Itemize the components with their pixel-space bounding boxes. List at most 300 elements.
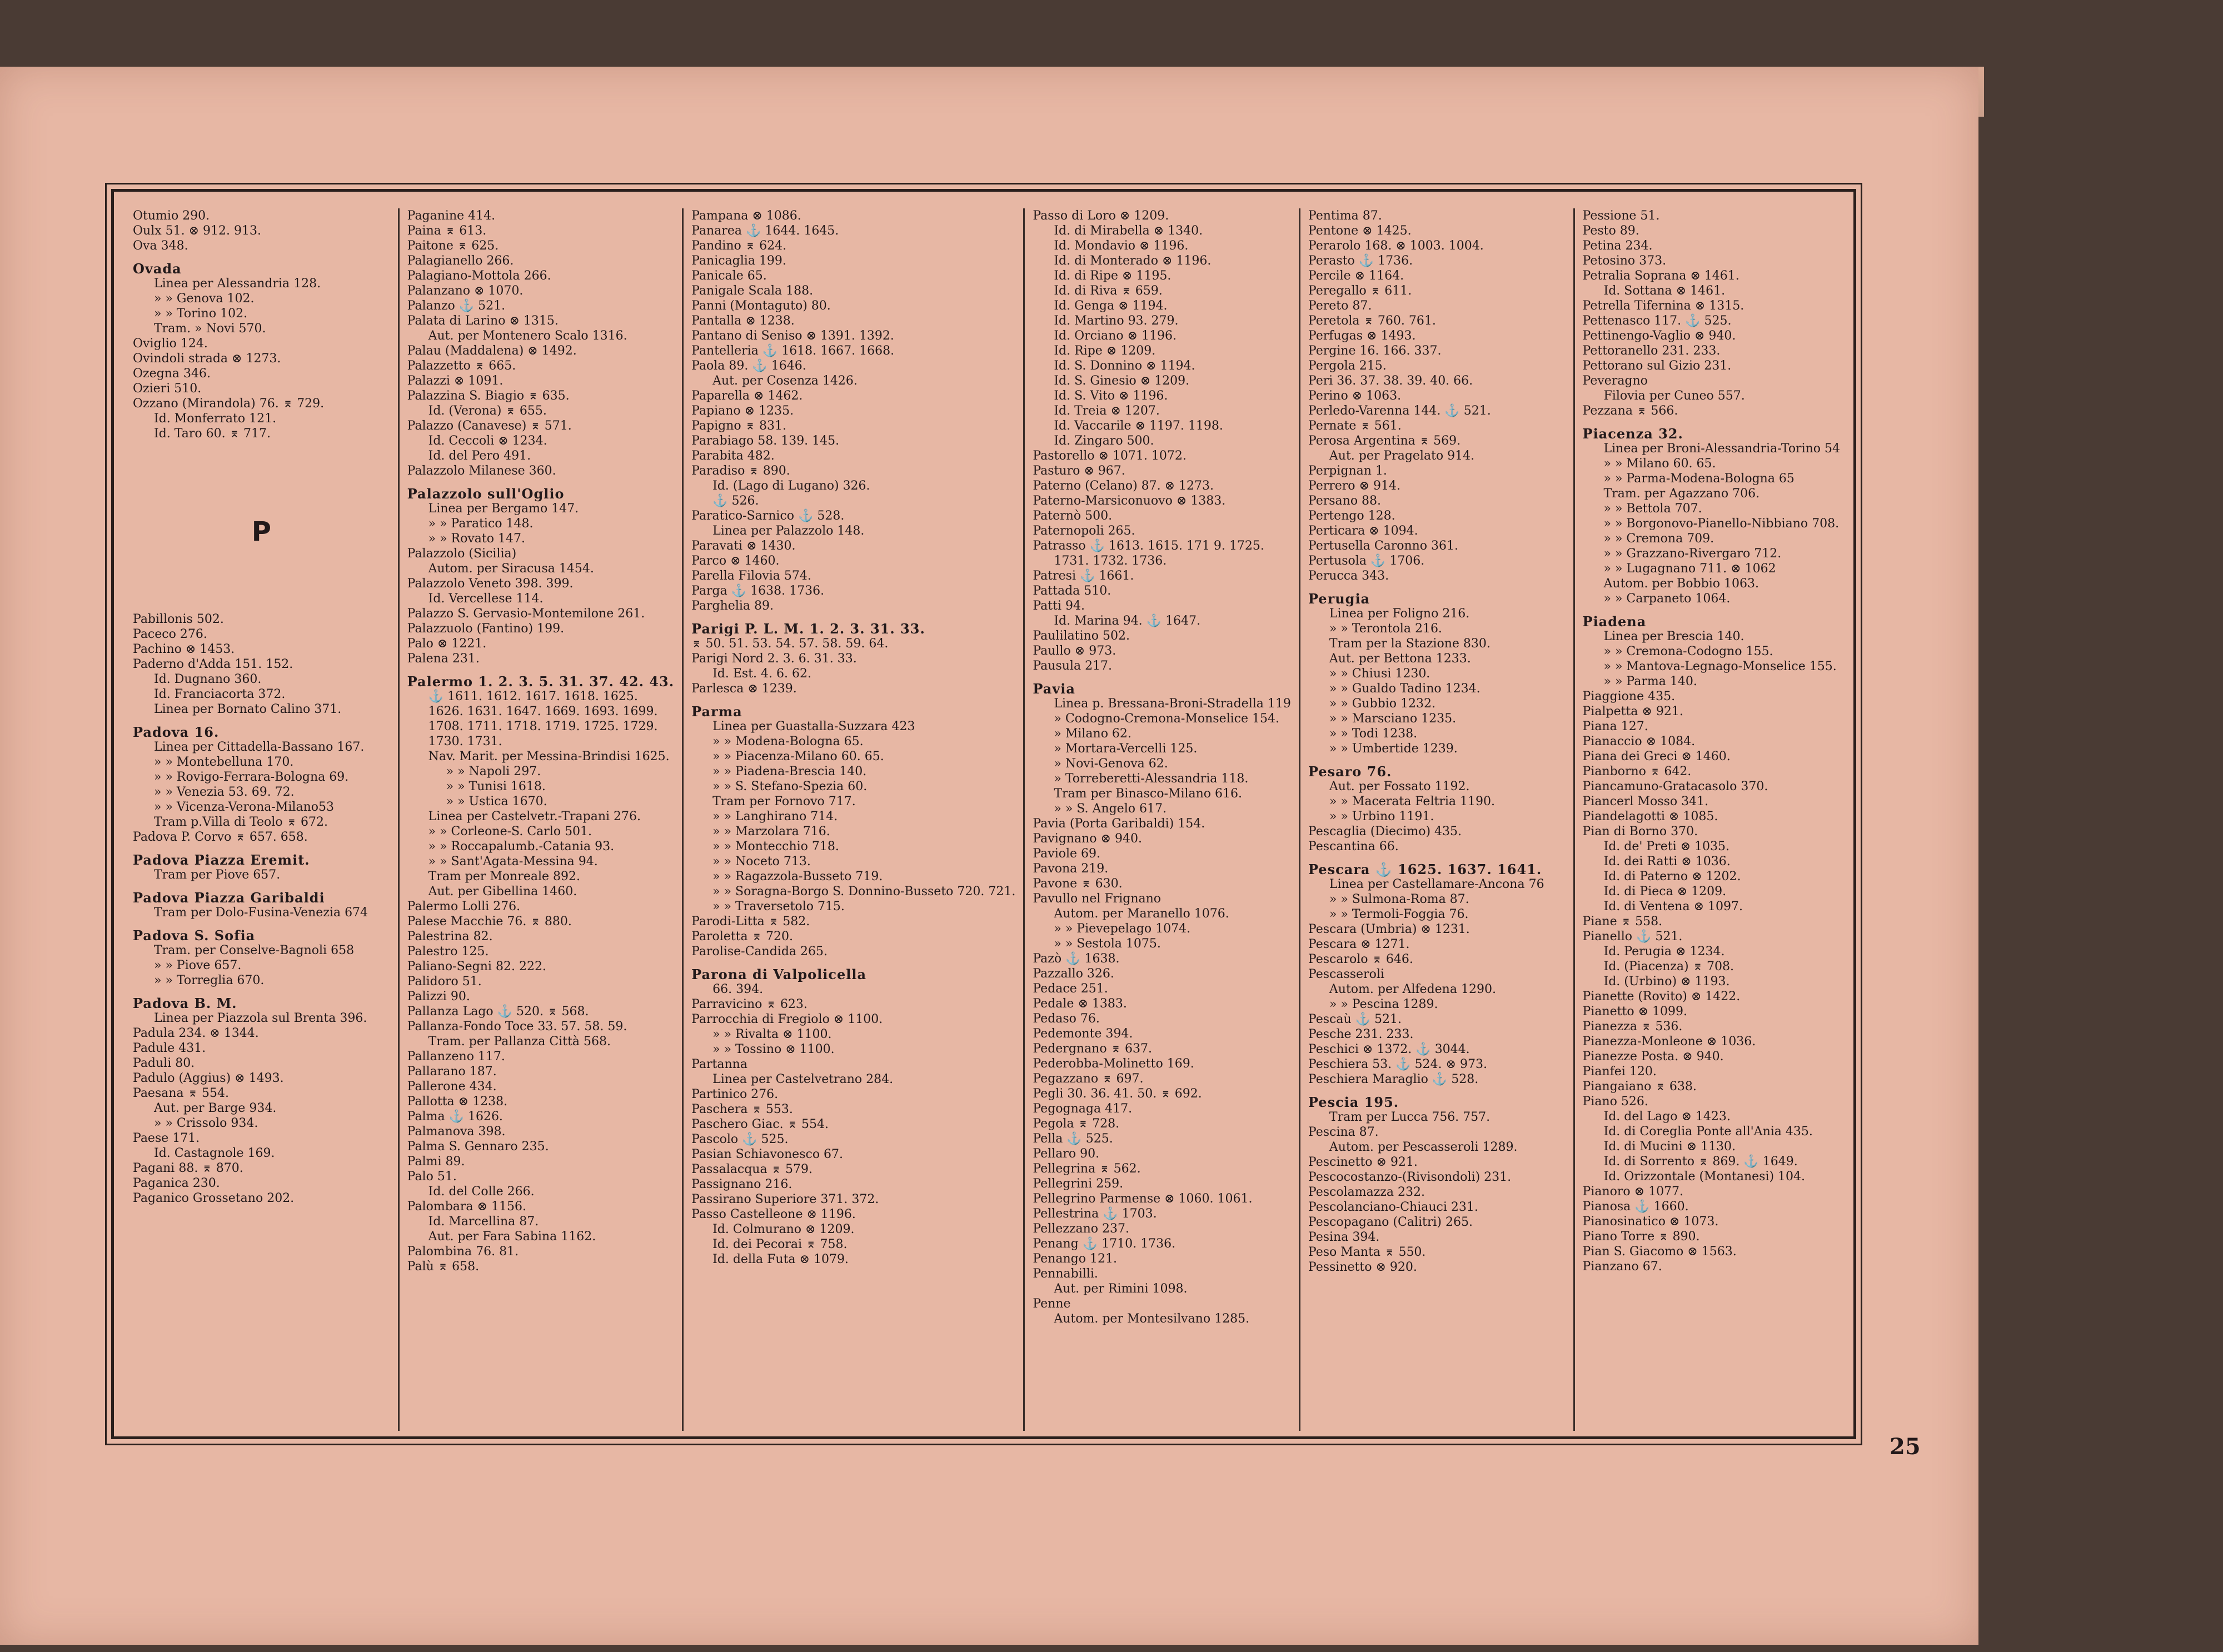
index-entry: Id. Marina 94. ⚓ 1647. [1054, 614, 1200, 628]
index-entry: Pagani 88. ⌆ 870. [133, 1161, 243, 1175]
index-entry: Paternopoli 265. [1033, 524, 1135, 538]
index-entry: Pennabilli. [1033, 1267, 1098, 1281]
index-entry: Paulilatino 502. [1033, 629, 1130, 643]
index-entry: Id. di Ripe ⊗ 1195. [1054, 269, 1172, 283]
index-entry: Pellegrini 259. [1033, 1177, 1124, 1191]
index-entry: Palazzo S. Gervasio-Montemilone 261. [407, 607, 645, 621]
index-entry: » Novi-Genova 62. [1054, 757, 1168, 771]
index-entry: Id. Ripe ⊗ 1209. [1054, 344, 1156, 358]
index-column-5 [1300, 208, 1575, 1431]
index-entry: Palo 51. [407, 1170, 457, 1184]
index-entry: Piano 526. [1582, 1095, 1648, 1109]
index-entry: Patti 94. [1033, 599, 1085, 613]
index-entry: Palù ⌆ 658. [407, 1260, 480, 1274]
index-entry: Paola 89. ⚓ 1646. [691, 359, 806, 373]
index-entry: Parolise-Candida 265. [691, 945, 828, 959]
index-entry: Pettoranello 231. 233. [1582, 344, 1721, 358]
index-entry: » » S. Stefano-Spezia 60. [712, 780, 868, 793]
index-entry: Panni (Montaguto) 80. [691, 299, 831, 313]
index-entry: » » Napoli 297. [446, 765, 541, 778]
index-entry: Pampana ⊗ 1086. [691, 209, 801, 223]
index-entry: Partinico 276. [691, 1087, 779, 1101]
index-entry: Id. S. Vito ⊗ 1196. [1054, 389, 1168, 403]
index-entry: Ova 348. [133, 239, 188, 253]
index-entry: Id. Treia ⊗ 1207. [1054, 404, 1160, 418]
index-entry: » » Torino 102. [154, 307, 248, 321]
index-entry: Paese 171. [133, 1131, 200, 1145]
index-entry: Pallanza Lago ⚓ 520. ⌆ 568. [407, 1005, 589, 1019]
index-entry: Patresi ⚓ 1661. [1033, 569, 1134, 583]
index-entry: » » Lugagnano 711. ⊗ 1062 [1603, 562, 1776, 576]
index-entry: Pantelleria ⚓ 1618. 1667. 1668. [691, 344, 895, 358]
index-entry: Id. di Sorrento ⌆ 869. ⚓ 1649. [1603, 1155, 1798, 1169]
index-entry: Peso Manta ⌆ 550. [1308, 1245, 1426, 1259]
index-entry: » » Paratico 148. [428, 517, 534, 531]
index-column-6 [1575, 208, 1848, 1431]
index-entry: » » Traversetolo 715. [712, 900, 845, 914]
index-entry: » » Ustica 1670. [446, 795, 547, 808]
index-entry: Pianosa ⚓ 1660. [1582, 1200, 1689, 1214]
index-entry: Id. Taro 60. ⌆ 717. [154, 427, 271, 441]
index-entry: Petosino 373. [1582, 254, 1667, 268]
index-entry: Id. di Riva ⌆ 659. [1054, 284, 1163, 298]
index-entry: Paternò 500. [1033, 509, 1113, 523]
index-heading: Ovada [133, 261, 182, 277]
index-entry: Pavignano ⊗ 940. [1033, 832, 1142, 846]
index-entry: Id. Castagnole 169. [154, 1146, 275, 1160]
index-entry: Pescaglia (Diecimo) 435. [1308, 825, 1462, 839]
index-entry: Id. S. Donnino ⊗ 1194. [1054, 359, 1195, 373]
index-entry: Pantalla ⊗ 1238. [691, 314, 795, 328]
index-entry: Id. Marcellina 87. [428, 1215, 539, 1229]
index-entry: Id. del Pero 491. [428, 449, 531, 463]
index-entry: Papiano ⊗ 1235. [691, 404, 794, 418]
index-entry: Palazzi ⊗ 1091. [407, 374, 504, 388]
index-entry: Paterno (Celano) 87. ⊗ 1273. [1033, 479, 1214, 493]
index-entry: Perucca 343. [1308, 569, 1389, 583]
index-entry: » » Langhirano 714. [712, 810, 838, 823]
index-entry: Palo ⊗ 1221. [407, 637, 487, 651]
index-entry: Id. (Piacenza) ⌆ 708. [1603, 960, 1734, 974]
index-entry: » » Grazzano-Rivergaro 712. [1603, 547, 1782, 561]
index-entry: Percile ⊗ 1164. [1308, 269, 1404, 283]
index-entry: Id. della Futa ⊗ 1079. [712, 1252, 849, 1266]
index-entry: ⚓ 526. [712, 494, 759, 508]
index-entry: Perarolo 168. ⊗ 1003. 1004. [1308, 239, 1484, 253]
index-entry: Paschero Giac. ⌆ 554. [691, 1117, 829, 1131]
index-entry: Padula 234. ⊗ 1344. [133, 1026, 259, 1040]
index-entry: Palazzo (Canavese) ⌆ 571. [407, 419, 572, 433]
index-entry: Id. del Lago ⊗ 1423. [1603, 1110, 1731, 1124]
index-entry: » » Torreglia 670. [154, 974, 265, 987]
index-entry: Paceco 276. [133, 627, 207, 641]
index-entry: Id. Monferrato 121. [154, 412, 277, 426]
index-entry: » » Tossino ⊗ 1100. [712, 1042, 835, 1056]
index-entry: Pederobba-Molinetto 169. [1033, 1057, 1194, 1071]
index-entry: Otumio 290. [133, 209, 210, 223]
index-entry: Palagiano-Mottola 266. [407, 269, 551, 283]
index-entry: » » Chiusi 1230. [1329, 667, 1431, 681]
index-entry: » » Sant'Agata-Messina 94. [428, 855, 598, 869]
index-entry: Linea per Bergamo 147. [428, 502, 579, 516]
index-entry: Id. di Coreglia Ponte all'Ania 435. [1603, 1125, 1813, 1139]
index-entry: Peschici ⊗ 1372. ⚓ 3044. [1308, 1042, 1470, 1056]
index-entry: Aut. per Rimini 1098. [1054, 1282, 1188, 1296]
index-entry: » » Parma 140. [1603, 675, 1697, 688]
index-entry: » » Mantova-Legnago-Monselice 155. [1603, 660, 1837, 673]
index-entry: Paradiso ⌆ 890. [691, 464, 790, 478]
index-entry: Palanzano ⊗ 1070. [407, 284, 524, 298]
index-entry: Pialpetta ⊗ 921. [1582, 705, 1683, 718]
index-entry: Paganica 230. [133, 1176, 220, 1190]
index-entry: Padova P. Corvo ⌆ 657. 658. [133, 830, 308, 844]
index-entry: Paganine 414. [407, 209, 496, 223]
index-entry: Tram per Dolo-Fusina-Venezia 674 [154, 906, 368, 920]
index-entry: » » Gubbio 1232. [1329, 697, 1436, 711]
index-entry: » Mortara-Vercelli 125. [1054, 742, 1198, 756]
index-entry: Pallarano 187. [407, 1065, 497, 1079]
index-heading: Palermo 1. 2. 3. 5. 31. 37. 42. 43. [407, 673, 675, 690]
index-entry: Pescocostanzo-(Rivisondoli) 231. [1308, 1170, 1512, 1184]
index-entry: Pianette (Rovito) ⊗ 1422. [1582, 990, 1741, 1004]
index-entry: Penango 121. [1033, 1252, 1117, 1266]
index-entry: Perrero ⊗ 914. [1308, 479, 1400, 493]
index-entry: Id. Sottana ⊗ 1461. [1603, 284, 1726, 298]
index-entry: Id. dei Pecorai ⌆ 758. [712, 1237, 848, 1251]
index-entry: Linea per Alessandria 128. [154, 277, 321, 291]
index-entry: Pegola ⌆ 728. [1033, 1117, 1120, 1131]
index-entry: Tram per Binasco-Milano 616. [1054, 787, 1243, 801]
index-entry: Parlesca ⊗ 1239. [691, 682, 797, 696]
index-entry: Pereto 87. [1308, 299, 1372, 313]
index-entry: » » Crissolo 934. [154, 1116, 258, 1130]
index-entry: » » Tunisi 1618. [446, 780, 546, 793]
index-entry: Pellegrino Parmense ⊗ 1060. 1061. [1033, 1192, 1253, 1206]
index-entry: Padule 431. [133, 1041, 206, 1055]
index-entry: » » Rovato 147. [428, 532, 525, 546]
index-entry: Piana dei Greci ⊗ 1460. [1582, 750, 1731, 763]
index-entry: Pesto 89. [1582, 224, 1639, 238]
index-entry: Palazzolo Milanese 360. [407, 464, 556, 478]
index-entry: Pescantina 66. [1308, 840, 1399, 854]
index-column-4 [1025, 208, 1300, 1431]
index-heading: Padova B. M. [133, 995, 237, 1011]
index-entry: » » Vicenza-Verona-Milano53 [154, 800, 334, 814]
index-entry: » Milano 62. [1054, 727, 1132, 741]
index-entry: » » Montebelluna 170. [154, 755, 294, 769]
index-entry: Aut. per Pragelato 914. [1329, 449, 1475, 463]
index-entry: Paviole 69. [1033, 847, 1101, 861]
index-entry: Aut. per Montenero Scalo 1316. [428, 329, 627, 343]
index-heading: Pavia [1033, 681, 1075, 697]
index-entry: Ozegna 346. [133, 367, 211, 381]
index-entry: Paliano-Segni 82. 222. [407, 960, 546, 974]
index-entry: Pertengo 128. [1308, 509, 1395, 523]
index-entry: Parga ⚓ 1638. 1736. [691, 584, 825, 598]
index-entry: Pedaso 76. [1033, 1012, 1100, 1026]
index-entry: Tram. » Novi 570. [154, 322, 266, 336]
index-entry: Piano Torre ⌆ 890. [1582, 1230, 1700, 1244]
index-entry: Pallotta ⊗ 1238. [407, 1095, 508, 1109]
index-entry: » Codogno-Cremona-Monselice 154. [1054, 712, 1279, 726]
index-entry: Palau (Maddalena) ⊗ 1492. [407, 344, 577, 358]
index-entry: » » S. Angelo 617. [1054, 802, 1167, 816]
index-entry: Palmi 89. [407, 1155, 465, 1169]
index-entry: Perpignan 1. [1308, 464, 1387, 478]
index-entry: Ozzano (Mirandola) 76. ⌆ 729. [133, 397, 325, 411]
index-entry: Pergine 16. 166. 337. [1308, 344, 1442, 358]
index-entry: Petina 234. [1582, 239, 1653, 253]
index-entry: » » Piacenza-Milano 60. 65. [712, 750, 884, 763]
index-entry: Id. di Ventena ⊗ 1097. [1603, 900, 1743, 914]
index-entry: Autom. per Alfedena 1290. [1329, 982, 1496, 996]
index-entry: Linea per Cittadella-Bassano 167. [154, 740, 365, 754]
index-entry: Pescina 87. [1308, 1125, 1379, 1139]
index-entry: Tram per Monreale 892. [428, 870, 581, 884]
index-entry: Peri 36. 37. 38. 39. 40. 66. [1308, 374, 1473, 388]
index-entry: Nav. Marit. per Messina-Brindisi 1625. [428, 750, 670, 763]
index-entry: Aut. per Barge 934. [154, 1101, 277, 1115]
index-entry: Autom. per Montesilvano 1285. [1054, 1312, 1250, 1326]
index-entry: » » Marsciano 1235. [1329, 712, 1457, 726]
index-entry: Pianfei 120. [1582, 1065, 1657, 1079]
index-entry: Aut. per Gibellina 1460. [428, 885, 577, 899]
index-entry: Parravicino ⌆ 623. [691, 997, 808, 1011]
index-entry: Pesina 394. [1308, 1230, 1380, 1244]
index-entry: Palombina 76. 81. [407, 1245, 519, 1259]
index-entry: Piancamuno-Gratacasolo 370. [1582, 780, 1768, 793]
index-entry: Ozieri 510. [133, 382, 202, 396]
index-entry: Paitone ⌆ 625. [407, 239, 499, 253]
index-entry: Partanna [691, 1057, 747, 1071]
index-entry: Pedale ⊗ 1383. [1033, 997, 1127, 1011]
index-entry: 1708. 1711. 1718. 1719. 1725. 1729. [428, 720, 658, 733]
index-entry: Palazzolo (Sicilia) [407, 547, 517, 561]
index-entry: Padulo (Aggius) ⊗ 1493. [133, 1071, 284, 1085]
index-entry: ⚓ 1611. 1612. 1617. 1618. 1625. [428, 690, 638, 703]
index-entry: Aut. per Fara Sabina 1162. [428, 1230, 596, 1244]
index-entry: Paina ⌆ 613. [407, 224, 487, 238]
index-entry: » » Modena-Bologna 65. [712, 735, 864, 748]
index-entry: Pavullo nel Frignano [1033, 892, 1162, 906]
index-entry: Autom. per Siracusa 1454. [428, 562, 594, 576]
index-entry: Id. (Urbino) ⊗ 1193. [1603, 975, 1730, 989]
index-entry: Pianborno ⌆ 642. [1582, 765, 1692, 778]
index-entry: » » Carpaneto 1064. [1603, 592, 1731, 606]
index-entry: Autom. per Maranello 1076. [1054, 907, 1229, 921]
index-entry: » » Macerata Feltria 1190. [1329, 795, 1495, 808]
index-entry: Pescarolo ⌆ 646. [1308, 952, 1413, 966]
index-entry: Pianzano 67. [1582, 1260, 1662, 1274]
index-entry: Id. di Paterno ⊗ 1202. [1603, 870, 1741, 884]
index-entry: Palermo Lolli 276. [407, 900, 521, 914]
index-entry: » » Termoli-Foggia 76. [1329, 907, 1469, 921]
index-entry: » » Corleone-S. Carlo 501. [428, 825, 592, 839]
index-entry: Pallanzeno 117. [407, 1050, 505, 1064]
index-entry: Id. Ceccoli ⊗ 1234. [428, 434, 547, 448]
index-entry: Id. Est. 4. 6. 62. [712, 667, 811, 681]
index-entry: Tram per la Stazione 830. [1329, 637, 1491, 651]
index-entry: Pandino ⌆ 624. [691, 239, 787, 253]
index-entry: » » Pievepelago 1074. [1054, 922, 1191, 936]
index-entry: Id. Vercellese 114. [428, 592, 544, 606]
index-entry: Id. Franciacorta 372. [154, 687, 286, 701]
index-entry: Penne [1033, 1297, 1071, 1311]
index-entry: Pellestrina ⚓ 1703. [1033, 1207, 1157, 1221]
index-entry: Paderno d'Adda 151. 152. [133, 657, 293, 671]
index-entry: Pallerone 434. [407, 1080, 497, 1094]
index-entry: Passo di Loro ⊗ 1209. [1033, 209, 1169, 223]
index-entry: Pertusella Caronno 361. [1308, 539, 1459, 553]
index-entry: Parella Filovia 574. [691, 569, 811, 583]
index-entry: 1626. 1631. 1647. 1669. 1693. 1699. [428, 705, 658, 718]
index-entry: Piancerl Mosso 341. [1582, 795, 1709, 808]
index-entry: Pettenasco 117. ⚓ 525. [1582, 314, 1732, 328]
index-heading: Padova S. Sofia [133, 927, 256, 944]
index-entry: Id. (Verona) ⌆ 655. [428, 404, 547, 418]
index-entry: Pavona 219. [1033, 862, 1109, 876]
index-entry: Piana 127. [1582, 720, 1648, 733]
index-entry: » » Sulmona-Roma 87. [1329, 892, 1469, 906]
index-heading: Pescia 195. [1308, 1094, 1399, 1110]
index-entry: » » Noceto 713. [712, 855, 811, 869]
index-entry: Pescasseroli [1308, 967, 1384, 981]
index-entry: Piane ⌆ 558. [1582, 915, 1663, 929]
index-entry: Palidoro 51. [407, 975, 482, 989]
index-entry: Id. (Lago di Lugano) 326. [712, 479, 870, 493]
index-entry: » » Cremona-Codogno 155. [1603, 645, 1773, 658]
index-entry: Palizzi 90. [407, 990, 470, 1004]
index-entry: Parrocchia di Fregiolo ⊗ 1100. [691, 1012, 883, 1026]
index-entry: Pescinetto ⊗ 921. [1308, 1155, 1418, 1169]
index-entry: Pezzana ⌆ 566. [1582, 404, 1678, 418]
index-entry: Pessinetto ⊗ 920. [1308, 1260, 1417, 1274]
page-number: 25 [1890, 1434, 1921, 1460]
index-entry: Peretola ⌆ 760. 761. [1308, 314, 1436, 328]
index-entry: Perfugas ⊗ 1493. [1308, 329, 1416, 343]
index-entry: Pianetto ⊗ 1099. [1582, 1005, 1687, 1019]
index-entry: Pettorano sul Gizio 231. [1582, 359, 1732, 373]
index-entry: » » Venezia 53. 69. 72. [154, 785, 295, 799]
index-entry: Panigale Scala 188. [691, 284, 814, 298]
index-entry: Linea per Guastalla-Suzzara 423 [712, 720, 915, 733]
index-entry: Parghelia 89. [691, 599, 774, 613]
index-entry: » » Genova 102. [154, 292, 255, 306]
index-entry: » » Parma-Modena-Bologna 65 [1603, 472, 1795, 486]
index-entry: Palmanova 398. [407, 1125, 506, 1139]
index-entry: Id. Perugia ⊗ 1234. [1603, 945, 1725, 959]
index-entry: Aut. per Cosenza 1426. [712, 374, 858, 388]
index-entry: » » Borgonovo-Pianello-Nibbiano 708. [1603, 517, 1840, 531]
index-entry: Pian S. Giacomo ⊗ 1563. [1582, 1245, 1737, 1259]
index-entry: Parabiago 58. 139. 145. [691, 434, 840, 448]
index-entry: Pallanza-Fondo Toce 33. 57. 58. 59. [407, 1020, 627, 1034]
index-entry: Linea per Broni-Alessandria-Torino 54 [1603, 442, 1841, 456]
index-entry: Ovindoli strada ⊗ 1273. [133, 352, 281, 366]
index-entry: Id. Mondavio ⊗ 1196. [1054, 239, 1189, 253]
index-entry: Tram. per Conselve-Bagnoli 658 [154, 944, 355, 957]
index-entry: Tram. per Agazzano 706. [1603, 487, 1760, 501]
index-entry: Palazzetto ⌆ 665. [407, 359, 516, 373]
index-entry: » » Ragazzola-Busseto 719. [712, 870, 883, 884]
index-entry: Id. dei Ratti ⊗ 1036. [1603, 855, 1731, 869]
gazetteer-index [111, 189, 1856, 1439]
index-heading: Padova 16. [133, 724, 220, 740]
index-entry: Paullo ⊗ 973. [1033, 644, 1117, 658]
index-entry: Parigi Nord 2. 3. 6. 31. 33. [691, 652, 857, 666]
index-entry: Pasturo ⊗ 967. [1033, 464, 1125, 478]
index-entry: Pian di Borno 370. [1582, 825, 1698, 839]
index-entry: Pascolo ⚓ 525. [691, 1132, 789, 1146]
index-entry: Panicaglia 199. [691, 254, 786, 268]
index-entry: Pettinengo-Vaglio ⊗ 940. [1582, 329, 1736, 343]
index-entry: Piangaiano ⌆ 638. [1582, 1080, 1697, 1094]
index-entry: Piandelagotti ⊗ 1085. [1582, 810, 1718, 823]
index-entry: Pegazzano ⌆ 697. [1033, 1072, 1144, 1086]
index-entry: Peschiera Maraglio ⚓ 528. [1308, 1072, 1479, 1086]
index-entry: Pachino ⊗ 1453. [133, 642, 235, 656]
index-entry: Pellegrina ⌆ 562. [1033, 1162, 1141, 1176]
index-entry: » » Rovigo-Ferrara-Bologna 69. [154, 770, 349, 784]
index-entry: Id. Vaccarile ⊗ 1197. 1198. [1054, 419, 1223, 433]
index-entry: Pentima 87. [1308, 209, 1382, 223]
index-entry: Linea per Piazzola sul Brenta 396. [154, 1011, 367, 1025]
index-heading: Pescara ⚓ 1625. 1637. 1641. [1308, 861, 1542, 877]
index-entry: Pella ⚓ 525. [1033, 1132, 1113, 1146]
index-entry: Aut. per Fossato 1192. [1329, 780, 1470, 793]
index-entry: Pescara ⊗ 1271. [1308, 937, 1410, 951]
index-entry: Pazò ⚓ 1638. [1033, 952, 1120, 966]
index-entry: Patrasso ⚓ 1613. 1615. 171 9. 1725. [1033, 539, 1264, 553]
index-entry: Pertusola ⚓ 1706. [1308, 554, 1425, 568]
index-entry: Tram p.Villa di Teolo ⌆ 672. [154, 815, 328, 829]
index-entry: Paesana ⌆ 554. [133, 1086, 230, 1100]
index-entry: » » Piadena-Brescia 140. [712, 765, 867, 778]
index-entry: Pastorello ⊗ 1071. 1072. [1033, 449, 1187, 463]
index-entry: » » Gualdo Tadino 1234. [1329, 682, 1481, 696]
index-entry: Paterno-Marsiconuovo ⊗ 1383. [1033, 494, 1226, 508]
index-entry: » » Marzolara 716. [712, 825, 830, 839]
index-entry: Pavia (Porta Garibaldi) 154. [1033, 817, 1205, 831]
index-entry: Pescolanciano-Chiauci 231. [1308, 1200, 1478, 1214]
index-entry: Parco ⊗ 1460. [691, 554, 780, 568]
index-entry: Id. Martino 93. 279. [1054, 314, 1179, 328]
index-heading: Padova Piazza Eremit. [133, 852, 310, 868]
index-entry: Linea per Castelvetrano 284. [712, 1072, 894, 1086]
index-entry: Linea per Castellamare-Ancona 76 [1329, 877, 1544, 891]
index-entry: » » Sestola 1075. [1054, 937, 1161, 951]
index-entry: Panarea ⚓ 1644. 1645. [691, 224, 839, 238]
index-entry: Petrella Tifernina ⊗ 1315. [1582, 299, 1744, 313]
index-entry: » » Bettola 707. [1603, 502, 1702, 516]
index-entry: Tram per Lucca 756. 757. [1329, 1110, 1491, 1124]
index-entry: Pergola 215. [1308, 359, 1387, 373]
index-entry: Linea per Palazzolo 148. [712, 524, 865, 538]
index-entry: Id. de' Preti ⊗ 1035. [1603, 840, 1730, 854]
index-entry: Pedergnano ⌆ 637. [1033, 1042, 1152, 1056]
index-entry: Passignano 216. [691, 1177, 792, 1191]
index-entry: » » Urbino 1191. [1329, 810, 1434, 823]
index-entry: Pianaccio ⊗ 1084. [1582, 735, 1696, 748]
index-entry: Id. Zingaro 500. [1054, 434, 1154, 448]
index-entry: Peveragno [1582, 374, 1648, 388]
index-entry: Palestrina 82. [407, 930, 493, 944]
index-entry: Id. di Mucini ⊗ 1130. [1603, 1140, 1736, 1154]
index-entry: Id. S. Ginesio ⊗ 1209. [1054, 374, 1190, 388]
index-entry: Perledo-Varenna 144. ⚓ 521. [1308, 404, 1491, 418]
index-entry: Perino ⊗ 1063. [1308, 389, 1402, 403]
index-heading: Perugia [1308, 591, 1370, 607]
